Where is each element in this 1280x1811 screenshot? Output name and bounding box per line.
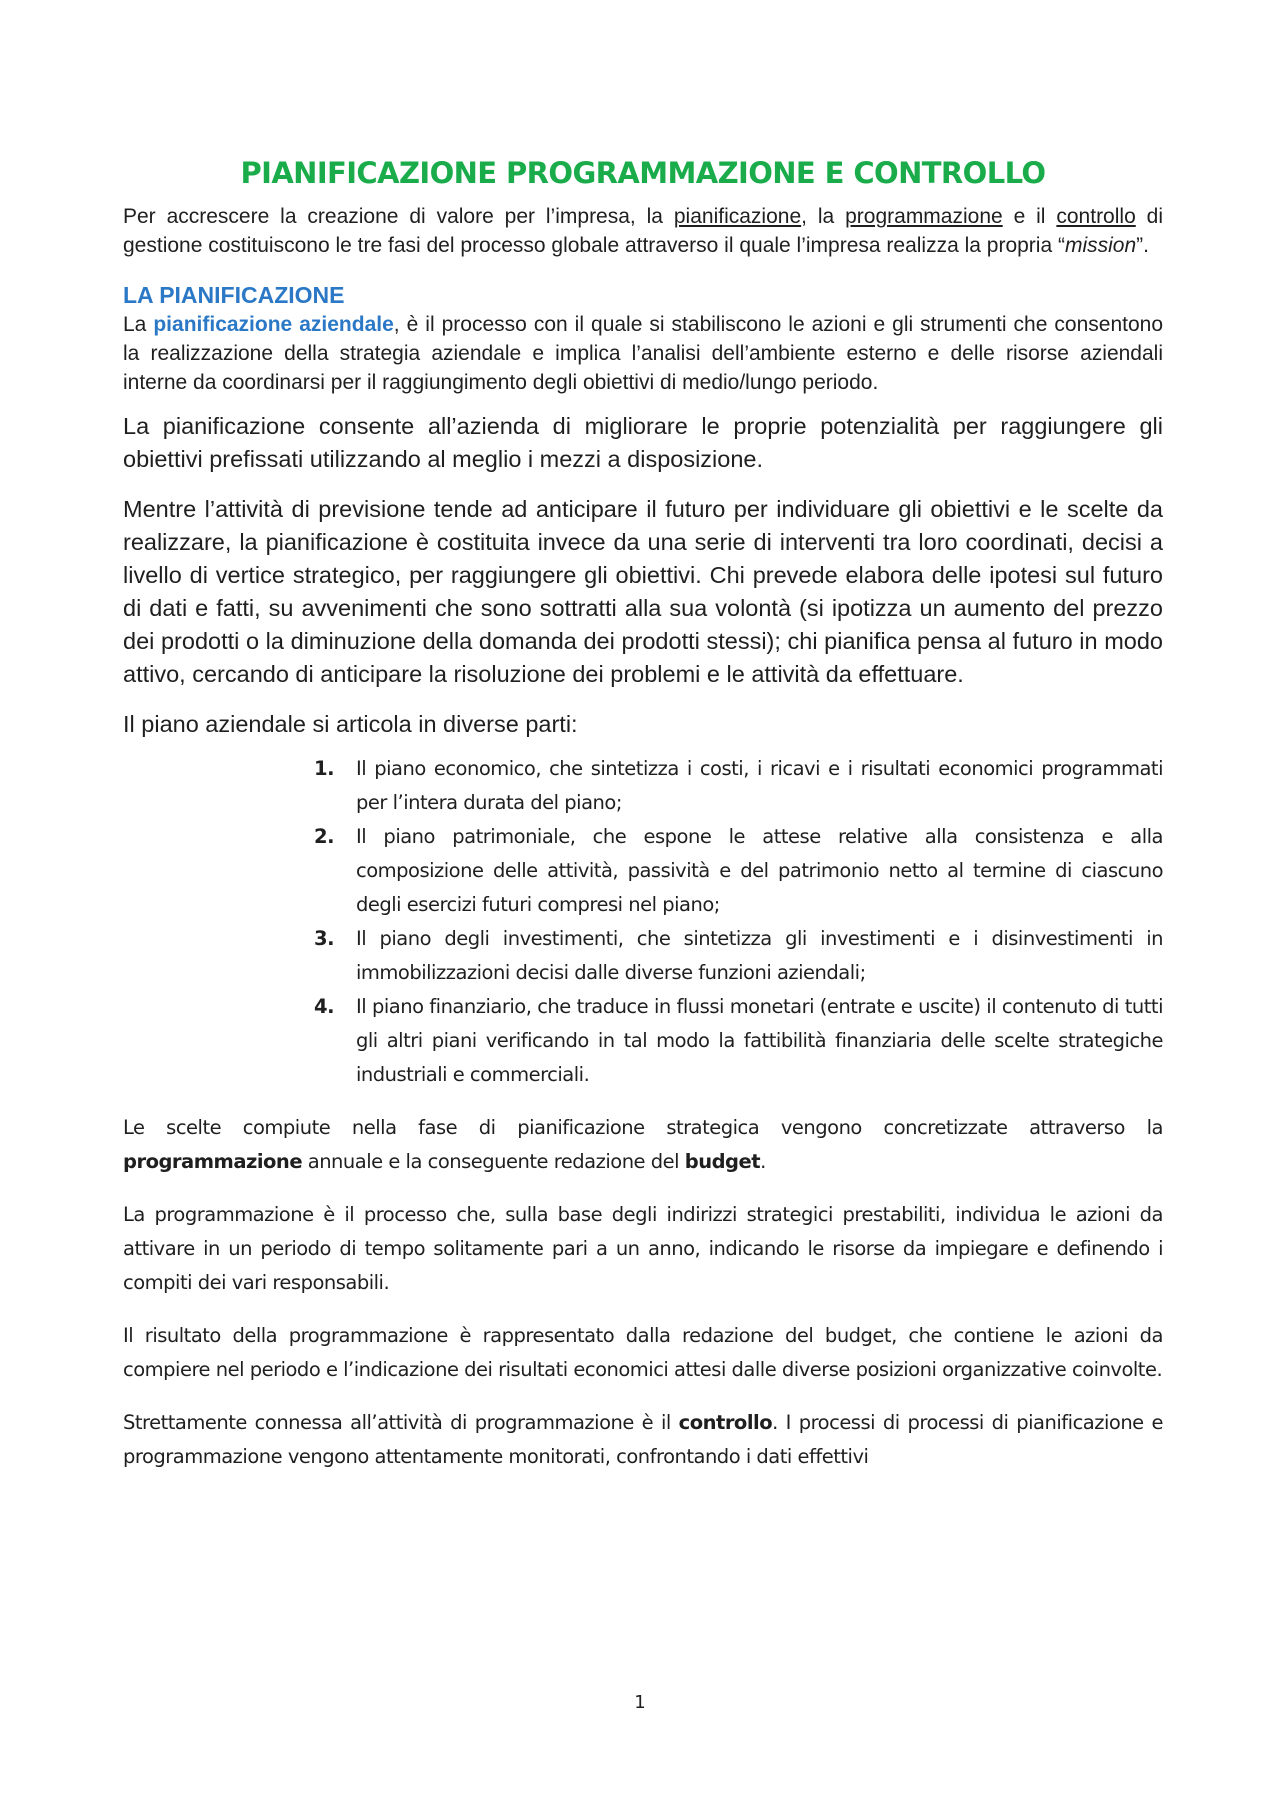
p5-bold-budget: budget (684, 1150, 761, 1173)
paragraph-piano-aziendale: Il piano aziendale si articola in diverse parti: (123, 711, 578, 737)
intro-mission: mission (1064, 234, 1137, 257)
piano-list (123, 752, 1163, 1092)
p5-text-3: . (760, 1150, 766, 1173)
intro-text-3: e il (1002, 205, 1057, 228)
paragraph-controllo (123, 1406, 1163, 1474)
list-item-number: 4. (314, 995, 334, 1018)
p1-text-2: , è il processo con il quale si stabiliscono le azioni e gli strumenti che consentono la realizzazione della strategia aziendale e implica l’analisi dell’ambiente esterno e delle risorse aziendali interne da coordinarsi per il raggiungimento degli obiettivi di medio/lungo periodo. (123, 313, 1163, 394)
intro-paragraph (123, 202, 1163, 260)
intro-text-1: Per accrescere la creazione di valore per l’impresa, la (123, 205, 674, 228)
p1-highlight: pianificazione aziendale (153, 313, 394, 336)
list-item (316, 922, 1163, 990)
intro-underline-programmazione: programmazione (845, 205, 1003, 228)
page-content (123, 156, 1163, 1474)
paragraph-potenzialita: La pianificazione consente all’azienda di migliorare le proprie potenzialità per raggiungere gli obiettivi prefissati utilizzando al meglio i mezzi a disposizione. (123, 413, 1163, 472)
paragraph-pianificazione-aziendale (123, 310, 1163, 397)
intro-underline-pianificazione: pianificazione (673, 205, 802, 228)
intro-text-5: ”. (1136, 234, 1149, 257)
list-item-number: 1. (314, 757, 334, 780)
p1-text-1: La (123, 313, 154, 336)
p8-text-1: Strettamente connessa all’attività di programmazione è il (123, 1411, 679, 1434)
page-number: 1 (634, 1692, 646, 1713)
list-item-text: Il piano degli investimenti, che sintetizza gli investimenti e i disinvestimenti in immobilizzazioni decisi dalle diverse funzioni aziendali; (356, 927, 1163, 984)
p8-text-2: . I processi di processi di pianificazione e programmazione vengono attentamente monitorati, confrontando i dati effettivi (123, 1411, 1163, 1468)
p5-bold-programmazione: programmazione (123, 1150, 303, 1173)
intro-text-2: , la (801, 205, 846, 228)
intro-underline-controllo: controllo (1056, 205, 1136, 228)
paragraph-scelte (123, 1111, 1163, 1179)
p5-text-1: Le scelte compiute nella fase di pianificazione strategica vengono concretizzate attraverso la (123, 1116, 1163, 1139)
list-item-text: Il piano patrimoniale, che espone le attese relative alla consistenza e alla composizione delle attività, passività e del patrimonio netto al termine di ciascuno degli esercizi futuri compresi nel piano; (356, 825, 1163, 916)
paragraph-programmazione: La programmazione è il processo che, sulla base degli indirizzi strategici prestabiliti, individua le azioni da attivare in un periodo di tempo solitamente pari a un anno, indicando le risorse da impiegare e definendo i compiti dei vari responsabili. (123, 1203, 1163, 1294)
list-item (316, 820, 1163, 922)
list-item-text: Il piano economico, che sintetizza i costi, i ricavi e i risultati economici programmati per l’intera durata del piano; (356, 757, 1163, 814)
section-heading: LA PIANIFICAZIONE (123, 282, 345, 308)
p5-text-2: annuale e la conseguente redazione del (302, 1150, 685, 1173)
list-item-number: 3. (314, 927, 334, 950)
p8-bold-controllo: controllo (678, 1411, 773, 1434)
paragraph-previsione: Mentre l’attività di previsione tende ad anticipare il futuro per individuare gli obiettivi e le scelte da realizzare, la pianificazione è costituita invece da una serie di interventi tra loro coordinati, decisi a livello di vertice strategico, per raggiungere gli obiettivi. Chi prevede elabora delle ipotesi sul futuro di dati e fatti, su avvenimenti che sono sottratti alla sua volontà (si ipotizza un aumento del prezzo dei prodotti o la diminuzione della domanda dei prodotti stessi); chi pianifica pensa al futuro in modo attivo, cercando di anticipare la risoluzione dei problemi e le attività da effettuare. (123, 496, 1163, 687)
list-item-number: 2. (314, 825, 334, 848)
intro-text-4: di gestione costituiscono le tre fasi del processo globale attraverso il quale l’impresa realizza la propria “ (123, 205, 1163, 257)
list-item (316, 752, 1163, 820)
list-item-text: Il piano finanziario, che traduce in flussi monetari (entrate e uscite) il contenuto di tutti gli altri piani verificando in tal modo la fattibilità finanziaria delle scelte strategiche industriali e commerciali. (356, 995, 1163, 1086)
list-item (316, 990, 1163, 1092)
document-title: PIANIFICAZIONE PROGRAMMAZIONE E CONTROLLO (240, 156, 1046, 190)
paragraph-risultato: Il risultato della programmazione è rappresentato dalla redazione del budget, che contiene le azioni da compiere nel periodo e l’indicazione dei risultati economici attesi dalle diverse posizioni organizzative coinvolte. (123, 1324, 1163, 1381)
